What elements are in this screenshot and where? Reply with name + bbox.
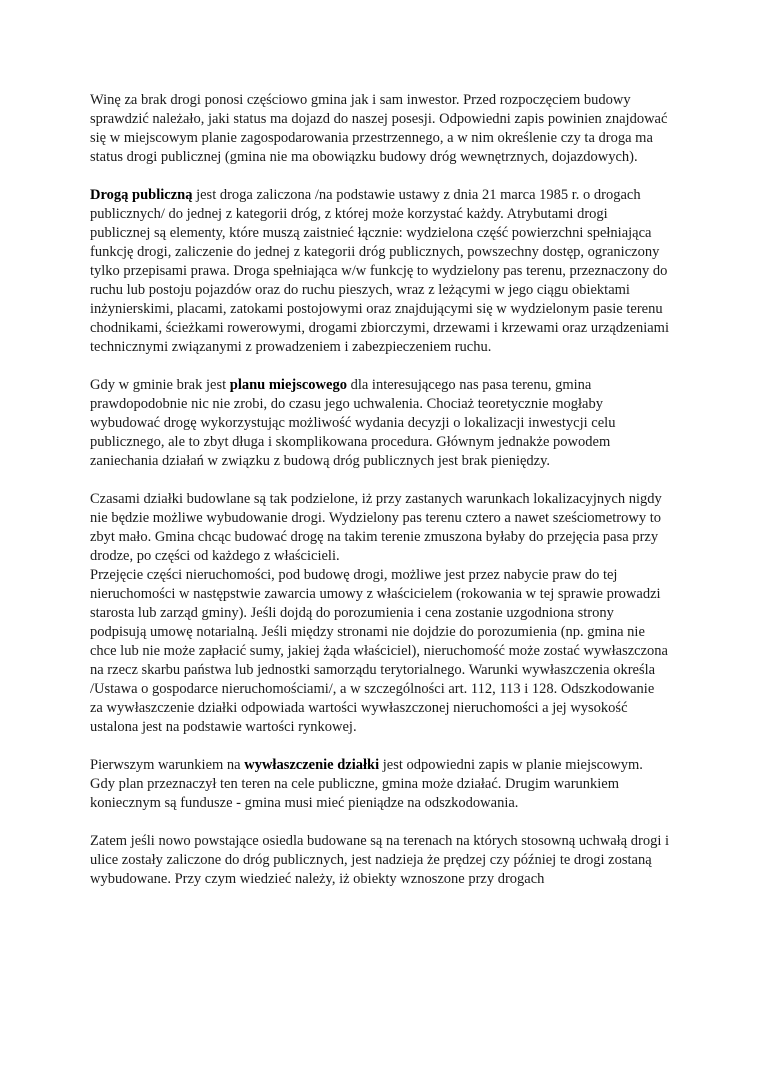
- paragraph-plot-division: [90, 490, 670, 566]
- paragraph-expropriation-text: Przejęcie części nieruchomości, pod budowę drogi, możliwe jest przez nabycie praw do tej nieruchomości w następstwie zawarcia umowy z właścicielem (rokowania w tej sprawie prowadzi starosta lub zarząd gminy). Jeśli dojdą do porozumienia i cena zostanie uzgodniona strony podpisują umowę notarialną. Jeśli między stronami nie dojdzie do porozumienia (np. gmina nie chce lub nie może zapłacić sumy, jakiej żąda właściciel), nieruchomość może zostać wywłaszczona na rzecz skarbu państwa lub jednostki samorządu terytorialnego. Warunki wywłaszczenia określa /Ustawa o gospodarce nieruchomościami/, a w szczególności art. 112, 113 i 128. Odszkodowanie za wywłaszczenie działki odpowiada wartości wywłaszczonej nieruchomości a jej wysokość ustalona jest na podstawie wartości rynkowej.: [90, 567, 668, 735]
- paragraph-conditions-start: Pierwszym warunkiem na: [90, 757, 245, 773]
- paragraph-expropriation-conditions: [90, 756, 670, 813]
- paragraph-local-plan: [90, 376, 670, 471]
- paragraph-responsibility: [90, 91, 670, 167]
- paragraph-new-estates: [90, 832, 670, 889]
- paragraph-local-plan-start: Gdy w gminie brak jest: [90, 377, 230, 393]
- term-local-plan: planu miejscowego: [229, 377, 347, 393]
- paragraph-conditions-text: jest odpowiedni zapis w planie miejscowym. Gdy plan przeznaczył ten teren na cele publiczne, gmina może działać. Drugim warunkiem koniecznym są fundusze - gmina musi mieć pieniądze na odszkodowania.: [90, 757, 643, 811]
- term-plot-expropriation: wywłaszczenie działki: [244, 757, 380, 773]
- paragraph-public-road-text: jest droga zaliczona /na podstawie ustawy z dnia 21 marca 1985 r. o drogach publicznych/ do jednej z kategorii dróg, z której może korzystać każdy. Atrybutami drogi publicznej są elementy, które muszą zaistnieć łącznie: wydzielona część powierzchni spełniająca funkcję drogi, zaliczenie do jednej z kategorii dróg publicznych, powszechny dostęp, ograniczony tylko przepisami prawa. Droga spełniająca w/w funkcję to wydzielony pas terenu, przeznaczony do ruchu lub postoju pojazdów oraz do ruchu pieszych, wraz z leżącymi w jego ciągu obiektami inżynierskimi, placami, zatokami postojowymi oraz znajdującymi się w wydzielonym pasie terenu chodnikami, ścieżkami rowerowymi, drogami zbiorczymi, drzewami i krzewami oraz urządzeniami technicznymi związanymi z prowadzeniem i zabezpieczeniem ruchu.: [90, 187, 669, 355]
- paragraph-local-plan-text: dla interesującego nas pasa terenu, gmina prawdopodobnie nic nie zrobi, do czasu jego uchwalenia. Chociaż teoretycznie mogłaby wybudować drogę wykorzystując możliwość wydania decyzji o lokalizacji inwestycji celu publicznego, ale to zbyt długa i skomplikowana procedura. Głównym jednakże powodem zaniechania działań w związku z budową dróg publicznych jest brak pieniędzy.: [90, 377, 616, 469]
- paragraph-plot-division-text: Czasami działki budowlane są tak podzielone, iż przy zastanych warunkach lokalizacyjnych nigdy nie będzie możliwe wybudowanie drogi. Wydzielony pas terenu cztero a nawet sześciometrowy to zbyt mało. Gmina chcąc budować drogę na takim terenie zmuszona byłaby do przejęcia pasa przy drodze, po części od każdego z właścicieli.: [90, 491, 662, 564]
- paragraph-new-estates-text: Zatem jeśli nowo powstające osiedla budowane są na terenach na których stosowną uchwałą drogi i ulice zostały zaliczone do dróg publicznych, jest nadzieja że prędzej czy później te drogi zostaną wybudowane. Przy czym wiedzieć należy, iż obiekty wznoszone przy drogach: [90, 833, 670, 887]
- document-body: [90, 91, 670, 889]
- paragraph-responsibility-text: Winę za brak drogi ponosi częściowo gmina jak i sam inwestor. Przed rozpoczęciem budowy sprawdzić należało, jaki status ma dojazd do naszej posesji. Odpowiedni zapis powinien znajdować się w miejscowym planie zagospodarowania przestrzennego, a w nim określenie czy ta droga ma status drogi publicznej (gmina nie ma obowiązku budowy dróg wewnętrznych, dojazdowych).: [90, 92, 668, 165]
- paragraph-expropriation: [90, 566, 670, 737]
- paragraph-public-road-definition: [90, 186, 670, 357]
- term-public-road: Drogą publiczną: [90, 187, 193, 203]
